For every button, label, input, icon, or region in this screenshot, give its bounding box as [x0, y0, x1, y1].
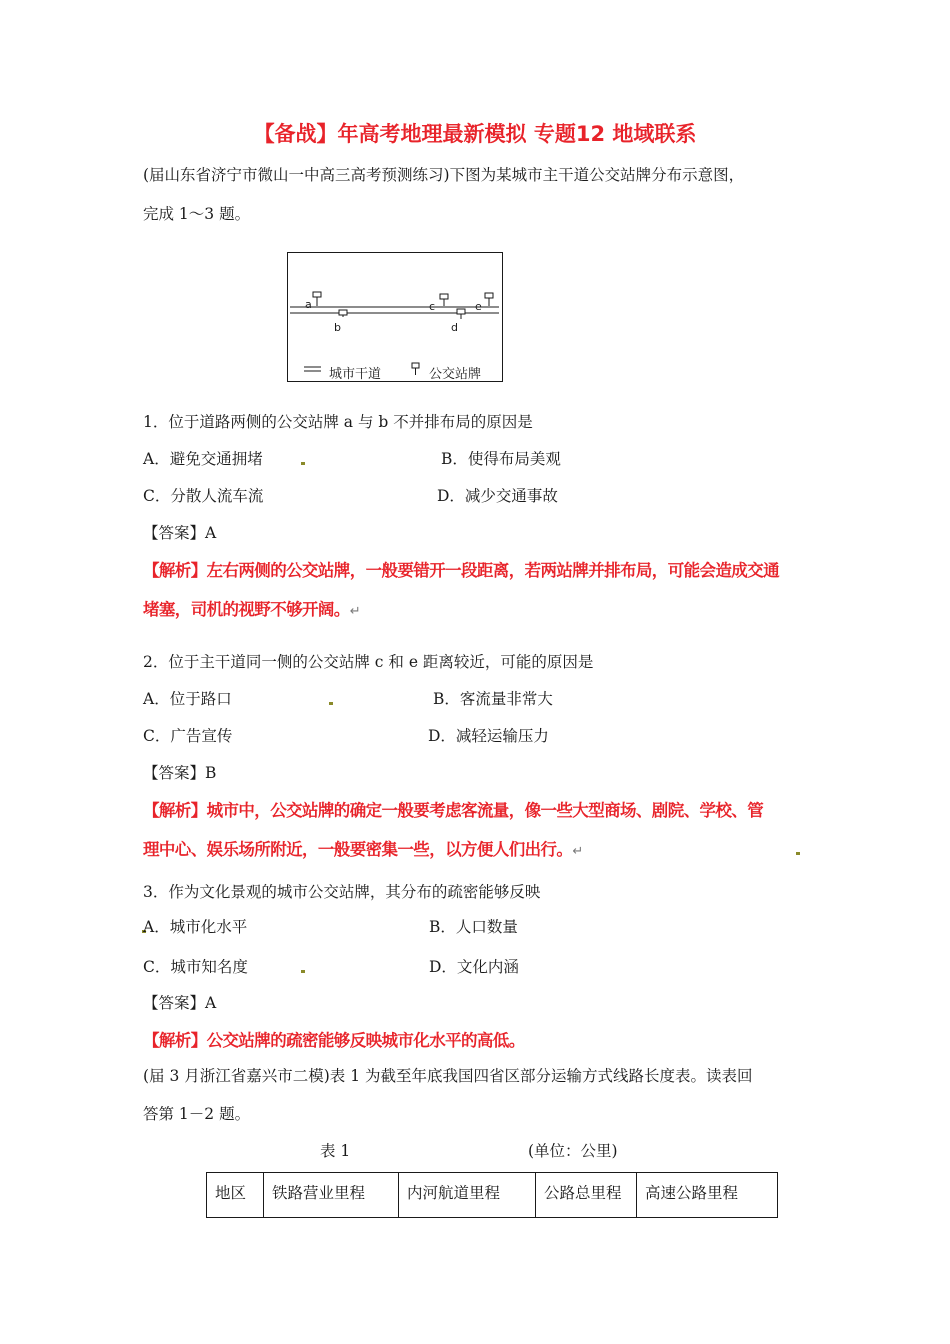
q3-option-d: D．文化内涵	[429, 958, 519, 976]
q1-analysis-line-1: 【解析】左右两侧的公交站牌，一般要错开一段距离，若两站牌并排布局，可能会造成交通	[143, 561, 780, 580]
legend-road-label: 城市干道	[329, 367, 382, 382]
stop-label-b: b	[334, 321, 341, 334]
table-header-cell: 高速公路里程	[637, 1173, 778, 1218]
speck	[796, 852, 800, 855]
bus-stop-icon	[457, 309, 465, 319]
table-header-cell: 内河航道里程	[399, 1173, 536, 1218]
diagram-canvas	[288, 253, 501, 380]
intro-line-1: (届山东省济宁市微山一中高三高考预测练习)下图为某城市主干道公交站牌分布示意图，	[143, 166, 745, 184]
q3-option-c: C．城市知名度	[143, 958, 248, 976]
q3-answer: 【答案】A	[143, 994, 217, 1012]
table-header-row	[207, 1173, 778, 1218]
q3-option-a: A．城市化水平	[143, 918, 248, 936]
page-title: 【备战】年高考地理最新模拟 专题12 地域联系	[253, 122, 697, 146]
q2-option-d: D．减轻运输压力	[428, 727, 549, 745]
table-header-cell: 公路总里程	[536, 1173, 637, 1218]
transport-table	[206, 1172, 778, 1218]
q2-option-b: B．客流量非常大	[433, 690, 553, 708]
bus-stop-icon	[485, 293, 493, 306]
table-header-cell: 地区	[207, 1173, 264, 1218]
bus-stop-icon	[339, 310, 347, 317]
stop-label-c: c	[429, 300, 436, 313]
q3-analysis: 【解析】公交站牌的疏密能够反映城市化水平的高低。	[143, 1031, 525, 1050]
intro2-line-2: 答第 1－2 题。	[143, 1105, 251, 1123]
q2-option-c: C．广告宣传	[143, 727, 233, 745]
bus-stop-icon	[440, 294, 448, 306]
stop-label-a: a	[305, 298, 312, 311]
q2-option-a: A．位于路口	[143, 690, 232, 708]
table-header-cell: 铁路营业里程	[264, 1173, 399, 1218]
speck	[329, 702, 333, 705]
legend-stop-icon	[412, 363, 419, 375]
table-unit: (单位：公里)	[528, 1142, 618, 1160]
q2-analysis-line-1: 【解析】城市中，公交站牌的确定一般要考虑客流量，像一些大型商场、剧院、学校、管	[143, 801, 764, 820]
q1-option-b: B．使得布局美观	[441, 450, 561, 468]
q1-answer: 【答案】A	[143, 524, 217, 542]
stop-label-e: e	[475, 300, 482, 313]
table-caption: 表 1	[320, 1142, 351, 1160]
q1-option-a: A．避免交通拥堵	[143, 450, 263, 468]
intro2-line-1: (届 3 月浙江省嘉兴市二模)表 1 为截至年底我国四省区部分运输方式线路长度表。读表回	[143, 1067, 753, 1085]
question-3-stem: 3．作为文化景观的城市公交站牌，其分布的疏密能够反映	[143, 883, 541, 901]
legend-stop-label: 公交站牌	[429, 367, 482, 382]
q2-answer: 【答案】B	[143, 764, 217, 782]
bus-stop-diagram	[287, 252, 503, 382]
q2-analysis-line-2: 理中心、娱乐场所附近，一般要密集一些，以方便人们出行。↵	[143, 840, 583, 859]
q1-option-c: C．分散人流车流	[143, 487, 264, 505]
q1-analysis-line-2: 堵塞，司机的视野不够开阔。↵	[143, 600, 360, 619]
q3-option-b: B．人口数量	[429, 918, 518, 936]
speck	[301, 462, 305, 465]
speck	[301, 970, 305, 973]
stop-label-d: d	[451, 321, 458, 334]
bus-stop-icon	[313, 292, 321, 306]
intro-line-2: 完成 1～3 题。	[143, 205, 251, 223]
question-2-stem: 2．位于主干道同一侧的公交站牌 c 和 e 距离较近，可能的原因是	[143, 653, 594, 671]
question-1-stem: 1．位于道路两侧的公交站牌 a 与 b 不并排布局的原因是	[143, 413, 533, 431]
q1-option-d: D．减少交通事故	[437, 487, 558, 505]
